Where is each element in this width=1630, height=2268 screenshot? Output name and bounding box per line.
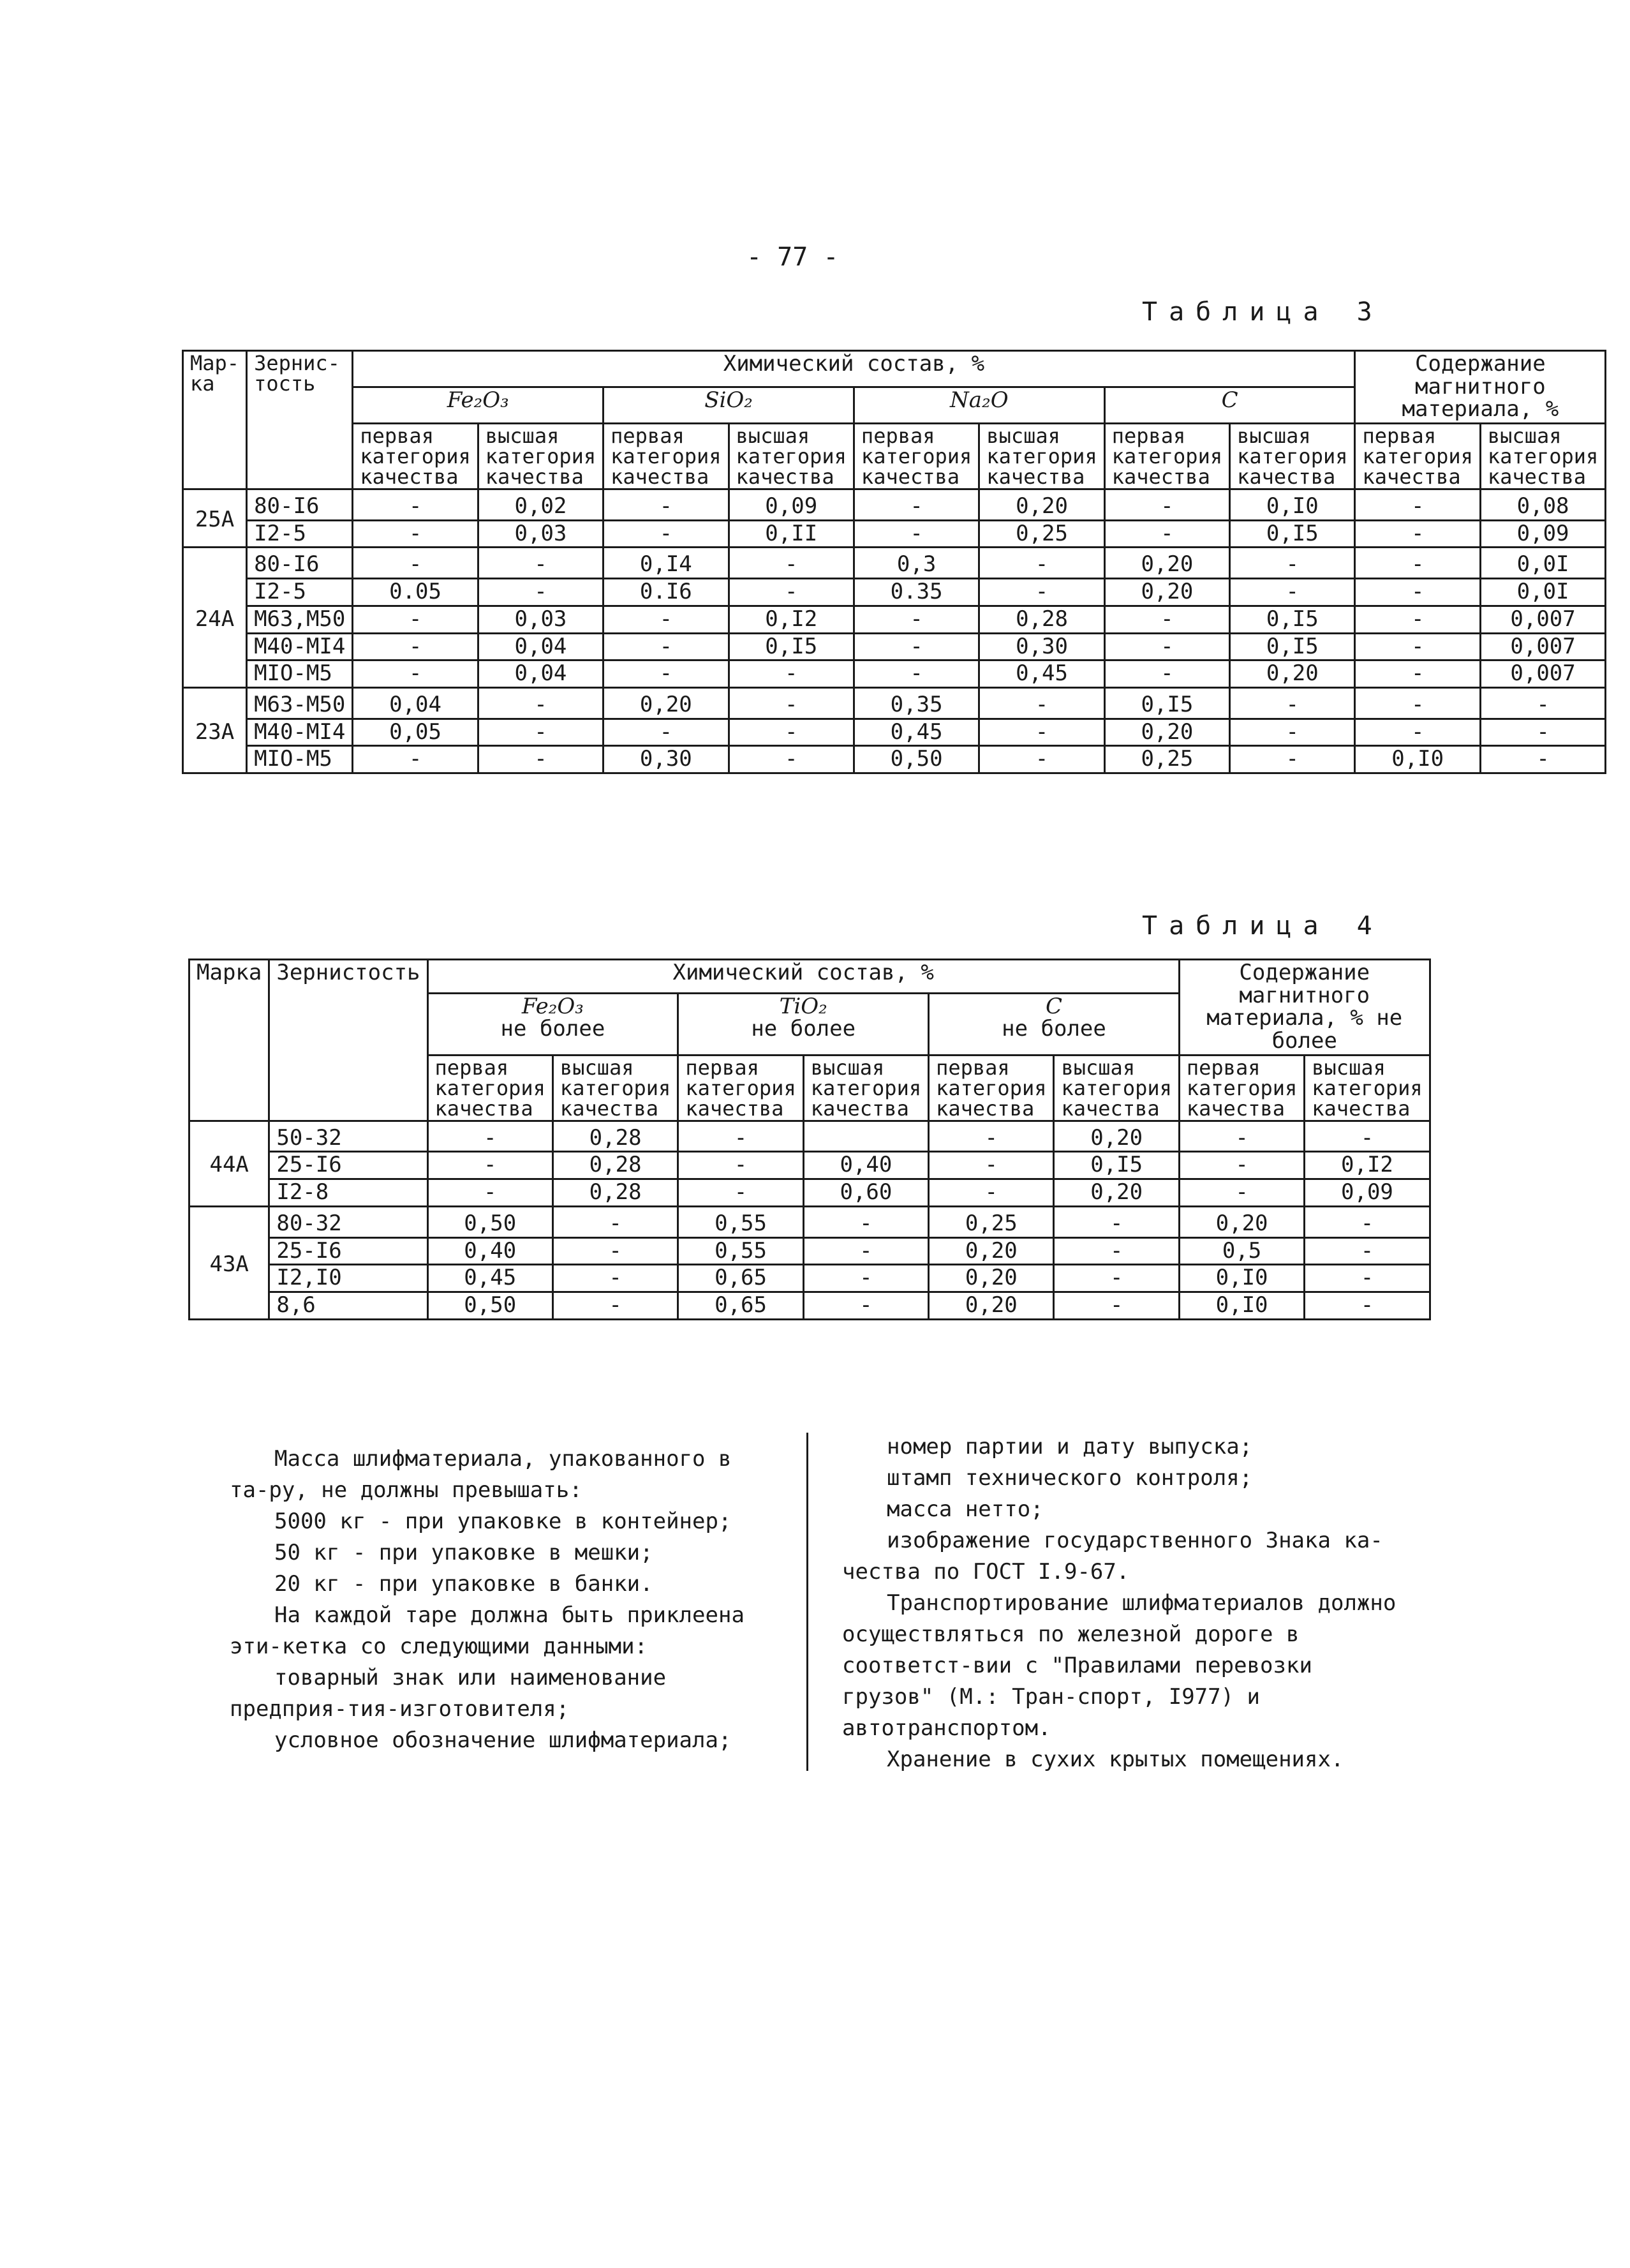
cell-value: 0,I5 — [1104, 687, 1229, 719]
cell-value: 0,65 — [678, 1265, 803, 1292]
cell-value: 0,25 — [929, 1206, 1054, 1237]
header-first: первая категория качества — [1104, 424, 1229, 489]
table-row — [183, 660, 1606, 688]
cell-value: 0,28 — [552, 1152, 678, 1179]
cell-value: 0,50 — [427, 1292, 552, 1319]
cell-value: - — [1305, 1121, 1430, 1152]
cell-value: 0,20 — [1179, 1206, 1304, 1237]
cell-value: 0,30 — [979, 633, 1104, 660]
cell-value: - — [1179, 1121, 1304, 1152]
cell-value: - — [478, 548, 603, 579]
cell-value: 0,I5 — [729, 633, 854, 660]
cell-value: 0,20 — [1054, 1121, 1179, 1152]
cell-value: - — [1355, 548, 1480, 579]
cell-value: 0,20 — [979, 489, 1104, 521]
cell-zernistost: M63,M50 — [247, 606, 353, 633]
cell-value: 0,03 — [478, 520, 603, 548]
cell-value: 0,28 — [979, 606, 1104, 633]
cell-value: 0.I6 — [604, 579, 729, 606]
page-number: - 77 - — [746, 242, 839, 272]
cell-value: 0,65 — [678, 1292, 803, 1319]
cell-value: - — [979, 548, 1104, 579]
header-first: первая категория качества — [929, 1055, 1054, 1121]
header-marka: Марка — [189, 960, 269, 1121]
cell-value: 0,28 — [552, 1121, 678, 1152]
cell-value: - — [604, 520, 729, 548]
cell-value: - — [1305, 1292, 1430, 1319]
cell-value: 0,20 — [1104, 719, 1229, 746]
table-4 — [188, 959, 1431, 1320]
cell-value: 0,60 — [803, 1179, 928, 1207]
cell-value: 0,45 — [427, 1265, 552, 1292]
cell-value: - — [552, 1265, 678, 1292]
cell-value: - — [478, 746, 603, 773]
cell-value: 0,0I — [1480, 548, 1605, 579]
cell-value: - — [803, 1237, 928, 1265]
header-high: высшая категория качества — [1480, 424, 1605, 489]
cell-value: 0,20 — [1104, 548, 1229, 579]
header-not-more: не более — [751, 1016, 856, 1042]
header-high: высшая категория качества — [478, 424, 603, 489]
header-first: первая категория качества — [353, 424, 478, 489]
cell-value: 0,20 — [1054, 1179, 1179, 1207]
cell-value: - — [979, 579, 1104, 606]
header-not-more: не более — [500, 1016, 605, 1042]
cell-value: 0,I0 — [1179, 1265, 1304, 1292]
table-row — [189, 1179, 1430, 1207]
cell-value: 0,04 — [478, 633, 603, 660]
cell-value: 0,I5 — [1230, 520, 1355, 548]
paragraph: 5000 кг - при упаковке в контейнер; — [274, 1509, 732, 1534]
cell-value: - — [427, 1179, 552, 1207]
table-3 — [182, 350, 1606, 774]
table-row — [183, 548, 1606, 579]
cell-value: 0,09 — [1480, 520, 1605, 548]
cell-zernistost: I2,I0 — [269, 1265, 427, 1292]
cell-marka: 44А — [189, 1121, 269, 1206]
header-c: C — [1104, 387, 1355, 424]
cell-value: - — [854, 606, 979, 633]
cell-value: - — [353, 606, 478, 633]
cell-value: 0,50 — [854, 746, 979, 773]
cell-value: - — [552, 1292, 678, 1319]
header-magnet: Содержание магнитного материала, % — [1355, 351, 1606, 424]
cell-marka: 43А — [189, 1206, 269, 1319]
cell-marka: 25А — [183, 489, 247, 548]
cell-value: 0,08 — [1480, 489, 1605, 521]
cell-value: 0,20 — [1104, 579, 1229, 606]
cell-value: 0,04 — [353, 687, 478, 719]
cell-value: 0,I0 — [1355, 746, 1480, 773]
cell-value: - — [1054, 1265, 1179, 1292]
header-chem: Химический состав, % — [353, 351, 1355, 387]
header-fe2o3-group — [427, 993, 678, 1055]
cell-value: 0,I0 — [1179, 1292, 1304, 1319]
cell-value: 0,25 — [1104, 746, 1229, 773]
cell-value: 0,I0 — [1230, 489, 1355, 521]
cell-zernistost: M40-MI4 — [247, 719, 353, 746]
cell-value: - — [353, 633, 478, 660]
header-tio2-group — [678, 993, 929, 1055]
cell-value: - — [552, 1206, 678, 1237]
cell-value: - — [1480, 746, 1605, 773]
cell-value: 0,II — [729, 520, 854, 548]
cell-value: 0,45 — [979, 660, 1104, 688]
cell-value: - — [979, 719, 1104, 746]
cell-value: 0,20 — [929, 1292, 1054, 1319]
cell-value: - — [1179, 1179, 1304, 1207]
cell-value: 0,3 — [854, 548, 979, 579]
cell-value: - — [1104, 606, 1229, 633]
cell-value: - — [478, 719, 603, 746]
paragraph: Транспортирование шлифматериалов должно осуществляться по железной дороге в соответст-вии с "Правилами перевозки грузов" (М.: Тран-спорт, I977) и автотранспортом. — [842, 1590, 1397, 1741]
cell-value: - — [854, 660, 979, 688]
cell-value: - — [854, 633, 979, 660]
cell-value: 0,0I — [1480, 579, 1605, 606]
cell-value: - — [1104, 520, 1229, 548]
header-tio2: TiO₂ — [779, 993, 827, 1019]
cell-value: - — [1104, 660, 1229, 688]
cell-value: - — [1355, 579, 1480, 606]
cell-zernistost: I2-8 — [269, 1179, 427, 1207]
cell-value: - — [854, 520, 979, 548]
cell-value: 0,I5 — [1230, 633, 1355, 660]
cell-value: - — [729, 687, 854, 719]
cell-value: 0,I5 — [1054, 1152, 1179, 1179]
cell-value: 0,40 — [427, 1237, 552, 1265]
cell-value: - — [1305, 1237, 1430, 1265]
cell-value: 0,30 — [604, 746, 729, 773]
cell-value: - — [1480, 719, 1605, 746]
cell-value: 0,20 — [929, 1265, 1054, 1292]
cell-value: 0,09 — [729, 489, 854, 521]
cell-value: 0,50 — [427, 1206, 552, 1237]
cell-value: - — [353, 746, 478, 773]
header-c: C — [1045, 993, 1062, 1019]
cell-value: - — [929, 1121, 1054, 1152]
header-chem: Химический состав, % — [427, 960, 1179, 994]
header-fe2o3: Fe₂O₃ — [521, 993, 584, 1019]
cell-zernistost: 8,6 — [269, 1292, 427, 1319]
cell-value: - — [729, 548, 854, 579]
paragraph: Масса шлифматериала, упакованного в та-ру, не должны превышать: — [230, 1446, 732, 1503]
cell-value: 0,007 — [1480, 660, 1605, 688]
cell-value: - — [1054, 1292, 1179, 1319]
header-fe2o3: Fe₂O₃ — [353, 387, 604, 424]
table-row — [189, 1152, 1430, 1179]
cell-value: - — [1230, 719, 1355, 746]
cell-marka: 24А — [183, 548, 247, 687]
cell-value: - — [353, 660, 478, 688]
cell-value: - — [929, 1152, 1054, 1179]
paragraph: штамп технического контроля; — [887, 1465, 1253, 1491]
header-magnet: Содержание магнитного материала, % не более — [1179, 960, 1430, 1056]
cell-value: - — [1355, 660, 1480, 688]
header-first: первая категория качества — [678, 1055, 803, 1121]
table-3-caption: Таблица 3 — [1142, 297, 1384, 327]
header-zernistost: Зернис-тость — [247, 351, 353, 489]
cell-value: - — [427, 1121, 552, 1152]
cell-zernistost: MIO-M5 — [247, 660, 353, 688]
cell-value: - — [1230, 579, 1355, 606]
cell-value: - — [1230, 687, 1355, 719]
table-row — [189, 1237, 1430, 1265]
cell-value: - — [1305, 1206, 1430, 1237]
cell-value: - — [803, 1265, 928, 1292]
cell-value: - — [478, 579, 603, 606]
table-row — [183, 606, 1606, 633]
cell-value: - — [803, 1206, 928, 1237]
cell-value — [803, 1121, 928, 1152]
cell-value: 0.35 — [854, 579, 979, 606]
cell-zernistost: 25-I6 — [269, 1237, 427, 1265]
cell-zernistost: I2-5 — [247, 579, 353, 606]
cell-value: 0,28 — [552, 1179, 678, 1207]
paragraph: На каждой таре должна быть приклеена эти-кетка со следующими данными: — [230, 1602, 745, 1659]
cell-value: - — [353, 548, 478, 579]
header-high: высшая категория качества — [1230, 424, 1355, 489]
cell-value: 0,45 — [854, 719, 979, 746]
header-c-group — [929, 993, 1180, 1055]
cell-value: - — [478, 687, 603, 719]
header-high: высшая категория качества — [1054, 1055, 1179, 1121]
table-row — [183, 520, 1606, 548]
paragraph: товарный знак или наименование предприя-тия-изготовителя; — [230, 1665, 667, 1722]
cell-value: - — [353, 520, 478, 548]
cell-value: - — [854, 489, 979, 521]
header-high: высшая категория качества — [803, 1055, 928, 1121]
cell-zernistost: 50-32 — [269, 1121, 427, 1152]
cell-value: 0,007 — [1480, 633, 1605, 660]
paragraph: изображение государственного Знака ка-чества по ГОСТ I.9-67. — [842, 1528, 1383, 1585]
cell-value: - — [1179, 1152, 1304, 1179]
table-row — [183, 719, 1606, 746]
header-first: первая категория качества — [427, 1055, 552, 1121]
cell-value: - — [729, 719, 854, 746]
header-high: высшая категория качества — [729, 424, 854, 489]
header-marka: Мар-ка — [183, 351, 247, 489]
cell-value: - — [604, 606, 729, 633]
cell-value: 0,5 — [1179, 1237, 1304, 1265]
cell-value: - — [803, 1292, 928, 1319]
cell-zernistost: 80-32 — [269, 1206, 427, 1237]
table-row — [189, 1265, 1430, 1292]
cell-value: - — [1230, 548, 1355, 579]
header-sio2: SiO₂ — [604, 387, 854, 424]
cell-value: 0,55 — [678, 1237, 803, 1265]
cell-value: 0,35 — [854, 687, 979, 719]
table-row — [183, 746, 1606, 773]
cell-value: - — [353, 489, 478, 521]
cell-value: 0,I2 — [1305, 1152, 1430, 1179]
cell-value: 0,55 — [678, 1206, 803, 1237]
cell-value: - — [729, 579, 854, 606]
cell-value: - — [1355, 520, 1480, 548]
cell-value: 0,09 — [1305, 1179, 1430, 1207]
cell-zernistost: MIO-M5 — [247, 746, 353, 773]
cell-value: 0,I2 — [729, 606, 854, 633]
header-high: высшая категория качества — [552, 1055, 678, 1121]
paragraph: номер партии и дату выпуска; — [887, 1434, 1253, 1459]
header-not-more: не более — [1002, 1016, 1106, 1042]
paragraph: 50 кг - при упаковке в мешки; — [274, 1540, 653, 1565]
header-first: первая категория качества — [604, 424, 729, 489]
cell-value: - — [1480, 687, 1605, 719]
table-row — [183, 633, 1606, 660]
cell-value: 0,03 — [478, 606, 603, 633]
paragraph: Хранение в сухих крытых помещениях. — [887, 1747, 1344, 1772]
cell-marka: 23А — [183, 687, 247, 773]
table-row — [189, 1292, 1430, 1319]
cell-value: - — [678, 1152, 803, 1179]
cell-value: 0,20 — [1230, 660, 1355, 688]
cell-value: - — [552, 1237, 678, 1265]
cell-value: 0,007 — [1480, 606, 1605, 633]
cell-value: 0,40 — [803, 1152, 928, 1179]
header-first: первая категория качества — [1355, 424, 1480, 489]
cell-value: - — [1355, 633, 1480, 660]
cell-zernistost: I2-5 — [247, 520, 353, 548]
cell-value: - — [678, 1121, 803, 1152]
cell-value: - — [979, 687, 1104, 719]
cell-value: - — [604, 660, 729, 688]
cell-zernistost: 25-I6 — [269, 1152, 427, 1179]
cell-value: 0,05 — [353, 719, 478, 746]
cell-value: - — [1355, 687, 1480, 719]
paragraph: 20 кг - при упаковке в банки. — [274, 1571, 653, 1597]
text-column-right — [842, 1431, 1404, 1775]
column-divider — [806, 1433, 808, 1771]
cell-value: - — [1355, 489, 1480, 521]
header-first: первая категория качества — [1179, 1055, 1304, 1121]
cell-value: 0,04 — [478, 660, 603, 688]
cell-value: 0,I5 — [1230, 606, 1355, 633]
cell-value: 0,20 — [929, 1237, 1054, 1265]
table-row — [183, 687, 1606, 719]
text-column-left — [230, 1444, 778, 1756]
cell-zernistost: M40-MI4 — [247, 633, 353, 660]
cell-value: - — [427, 1152, 552, 1179]
cell-value: 0,02 — [478, 489, 603, 521]
table-row — [189, 1206, 1430, 1237]
cell-value: - — [1305, 1265, 1430, 1292]
cell-value: - — [678, 1179, 803, 1207]
cell-value: - — [1054, 1237, 1179, 1265]
cell-value: - — [729, 746, 854, 773]
cell-value: - — [979, 746, 1104, 773]
paragraph: масса нетто; — [887, 1496, 1044, 1522]
header-zernistost: Зернистость — [269, 960, 427, 1121]
header-high: высшая категория качества — [979, 424, 1104, 489]
cell-value: 0.05 — [353, 579, 478, 606]
cell-value: - — [1355, 606, 1480, 633]
cell-value: - — [604, 489, 729, 521]
cell-value: - — [729, 660, 854, 688]
cell-zernistost: M63-M50 — [247, 687, 353, 719]
header-high: высшая категория качества — [1305, 1055, 1430, 1121]
paragraph: условное обозначение шлифматериала; — [274, 1727, 732, 1753]
cell-value: - — [1355, 719, 1480, 746]
cell-value: 0,I4 — [604, 548, 729, 579]
cell-value: 0,20 — [604, 687, 729, 719]
cell-value: 0,25 — [979, 520, 1104, 548]
table-4-caption: Таблица 4 — [1142, 911, 1384, 941]
table-row — [183, 489, 1606, 521]
cell-value: - — [929, 1179, 1054, 1207]
cell-value: - — [1230, 746, 1355, 773]
cell-zernistost: 80-I6 — [247, 489, 353, 521]
header-first: первая категория качества — [854, 424, 979, 489]
cell-zernistost: 80-I6 — [247, 548, 353, 579]
header-na2o: Na₂O — [854, 387, 1104, 424]
table-row — [183, 579, 1606, 606]
cell-value: - — [604, 719, 729, 746]
cell-value: - — [1104, 489, 1229, 521]
table-row — [189, 1121, 1430, 1152]
cell-value: - — [1104, 633, 1229, 660]
cell-value: - — [604, 633, 729, 660]
cell-value: - — [1054, 1206, 1179, 1237]
